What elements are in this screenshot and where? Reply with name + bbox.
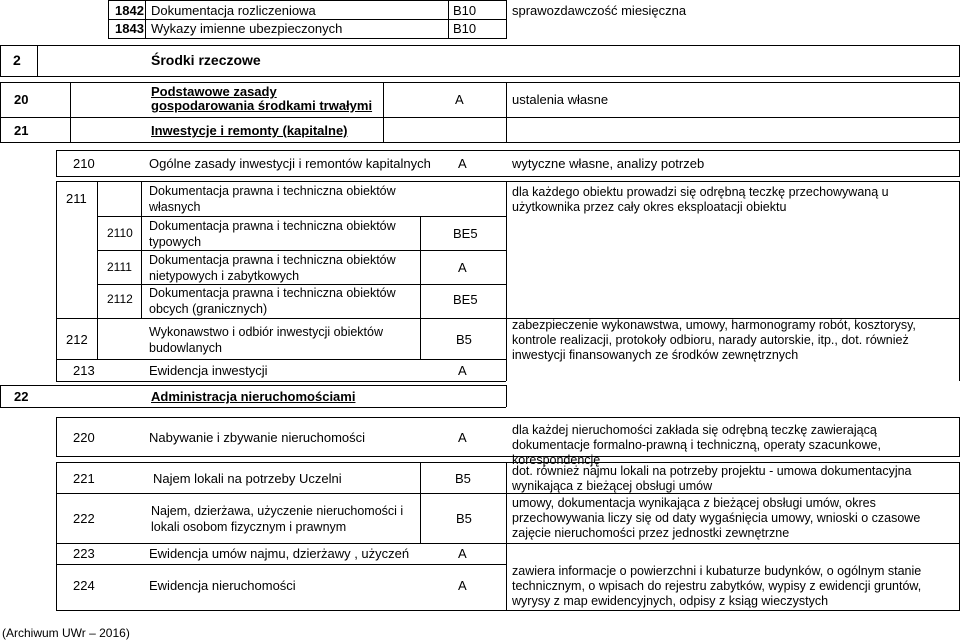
row-note: zabezpieczenie wykonawstwa, umowy, harmonogramy robót, kosztorysy, kontrole realizacji, protokoły odbioru, narady autorskie, itp., dot. również inwestycji finansowanych ze środków zewnętrznych <box>512 318 916 362</box>
row-title: Dokumentacja prawna i techniczna obiektów obcych (granicznych) <box>149 286 396 316</box>
row-title: Dokumentacja prawna i techniczna obiektów własnych <box>149 184 396 214</box>
row-code: 20 <box>14 92 29 107</box>
row-title: Najem, dzierżawa, użyczenie nieruchomości i lokali osobom fizycznym i prawnym <box>151 504 404 534</box>
row-code: 2111 <box>107 260 132 274</box>
row-code: 2110 <box>107 226 133 240</box>
row-note: umowy, dokumentacja wynikająca z bieżącej obsługi umów, okres przechowywania liczy się od daty wygaśnięcia umowy, wnioski o czasowe zajęcie nieruchomości przez jednostki zewnętrzne <box>512 496 921 540</box>
row-category: A <box>455 92 464 107</box>
row-code: 220 <box>73 430 95 445</box>
row-code: 2112 <box>107 292 133 306</box>
row-note: dla każdej nieruchomości zakłada się odrębną teczkę zawierającą dokumentacje formalno-prawną i techniczną, operaty szacunkowe, korespondencję <box>512 423 881 467</box>
row-title: Ewidencja nieruchomości <box>149 578 296 593</box>
row-category: A <box>458 156 467 171</box>
row-title: Ogólne zasady inwestycji i remontów kapitalnych <box>149 156 431 171</box>
row-category: A <box>458 260 467 275</box>
row-code: 213 <box>73 363 95 378</box>
row-note: dot. również najmu lokali na potrzeby projektu - umowa dokumentacyjna wynikająca z bieżącej obsługi umów <box>512 464 912 493</box>
row-note: ustalenia własne <box>512 92 609 107</box>
row-title: Dokumentacja rozliczeniowa <box>151 3 316 18</box>
row-title: Ewidencja inwestycji <box>149 363 268 378</box>
row-category: B5 <box>456 332 472 347</box>
row-code: 1842 <box>115 3 144 18</box>
section-title: Środki rzeczowe <box>151 52 261 68</box>
row-note: dla każdego obiektu prowadzi się odrębną teczkę przechowywaną u użytkownika przez cały okres eksploatacji obiektu <box>512 185 889 214</box>
row-category: B10 <box>453 21 477 36</box>
row-title: Podstawowe zasady gospodarowania środkami trwałymi <box>151 84 373 113</box>
row-title: Dokumentacja prawna i techniczna obiektów nietypowych i zabytkowych <box>149 253 396 283</box>
row-category: BE5 <box>453 292 478 307</box>
row-code: 222 <box>73 511 95 526</box>
row-category: B10 <box>453 3 477 18</box>
row-note: sprawozdawczość miesięczna <box>512 3 687 18</box>
row-category: A <box>458 430 467 445</box>
row-title: Inwestycje i remonty (kapitalne) <box>151 123 348 138</box>
row-code: 223 <box>73 546 95 561</box>
section-code: 2 <box>13 52 21 68</box>
section-title: Administracja nieruchomościami <box>151 389 356 404</box>
row-title: Ewidencja umów najmu, dzierżawy , użyczeń <box>149 546 410 561</box>
row-note: zawiera informacje o powierzchni i kubaturze budynków, o ogólnym stanie technicznym, o wpisach do rejestru zabytków, wypisy z ewidencji gruntów, wyrysy z map ewidencyjnych, odpisy z ksiąg wieczystych <box>512 564 922 608</box>
row-category: A <box>458 363 467 378</box>
row-note: wytyczne własne, analizy potrzeb <box>512 156 705 171</box>
row-category: BE5 <box>453 226 478 241</box>
row-title: Najem lokali na potrzeby Uczelni <box>153 471 342 486</box>
row-code: 211 <box>66 191 87 206</box>
section-code: 22 <box>14 389 29 404</box>
row-category: B5 <box>455 471 471 486</box>
row-title: Wykonawstwo i odbiór inwestycji obiektów budowlanych <box>149 325 384 355</box>
row-title: Dokumentacja prawna i techniczna obiektów typowych <box>149 219 396 249</box>
row-category: A <box>458 578 467 593</box>
row-code: 1843 <box>115 21 144 36</box>
row-category: B5 <box>456 511 472 526</box>
row-code: 210 <box>73 156 95 171</box>
footer-source: (Archiwum UWr – 2016) <box>2 626 130 640</box>
row-title: Nabywanie i zbywanie nieruchomości <box>149 430 366 445</box>
row-code: 221 <box>73 471 95 486</box>
row-title: Wykazy imienne ubezpieczonych <box>151 21 343 36</box>
row-code: 212 <box>66 332 88 347</box>
row-code: 224 <box>73 578 95 593</box>
row-code: 21 <box>14 123 29 138</box>
row-category: A <box>458 546 467 561</box>
